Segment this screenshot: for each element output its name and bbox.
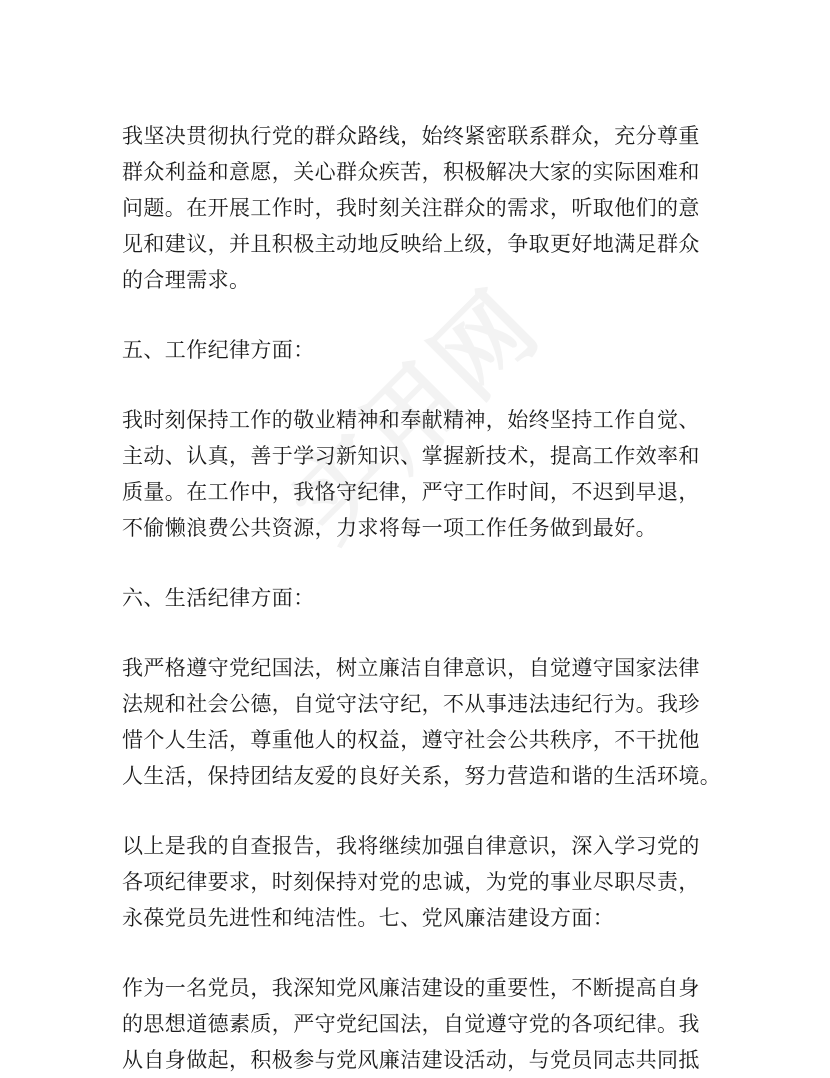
- text-line: 各项纪律要求，时刻保持对党的忠诚，为党的事业尽职尽责，: [122, 870, 700, 894]
- text-line: 质量。在工作中，我恪守纪律，严守工作时间，不迟到早退，: [122, 480, 700, 504]
- paragraph-gap: [122, 546, 722, 580]
- paragraph: [122, 828, 722, 936]
- text-line: 惜个人生活，尊重他人的权益，遵守社会公共秩序，不干扰他: [122, 728, 700, 752]
- paragraph: [122, 402, 722, 546]
- document-body: [122, 118, 722, 1078]
- paragraph-gap: [122, 794, 722, 828]
- paragraph: [122, 118, 722, 298]
- text-line: 五、工作纪律方面：: [122, 338, 315, 362]
- paragraph: [122, 970, 722, 1078]
- text-line: 永葆党员先进性和纯洁性。七、党风廉洁建设方面：: [122, 906, 615, 930]
- text-line: 我严格遵守党纪国法，树立廉洁自律意识，自觉遵守国家法律: [122, 656, 700, 680]
- text-line: 群众利益和意愿，关心群众疾苦，积极解决大家的实际困难和: [122, 160, 700, 184]
- text-line: 主动、认真，善于学习新知识、掌握新技术，提高工作效率和: [122, 444, 700, 468]
- section-heading: [122, 580, 722, 616]
- text-line: 人生活，保持团结友爱的良好关系，努力营造和谐的生活环境。: [122, 764, 722, 788]
- text-line: 作为一名党员，我深知党风廉洁建设的重要性，不断提高自身: [122, 976, 700, 1000]
- text-line: 我坚决贯彻执行党的群众路线，始终紧密联系群众，充分尊重: [122, 124, 700, 148]
- paragraph-gap: [122, 616, 722, 650]
- text-line: 不偷懒浪费公共资源，力求将每一项工作任务做到最好。: [122, 516, 657, 540]
- paragraph: [122, 650, 722, 794]
- paragraph-gap: [122, 368, 722, 402]
- text-line: 从自身做起，积极参与党风廉洁建设活动，与党员同志共同抵: [122, 1048, 700, 1072]
- section-heading: [122, 332, 722, 368]
- text-line: 六、生活纪律方面：: [122, 586, 315, 610]
- paragraph-gap: [122, 936, 722, 970]
- paragraph-gap: [122, 298, 722, 332]
- text-line: 的合理需求。: [122, 268, 251, 292]
- text-line: 法规和社会公德，自觉守法守纪，不从事违法违纪行为。我珍: [122, 692, 700, 716]
- text-line: 以上是我的自查报告，我将继续加强自律意识，深入学习党的: [122, 834, 700, 858]
- text-line: 我时刻保持工作的敬业精神和奉献精神，始终坚持工作自觉、: [122, 408, 700, 432]
- text-line: 的思想道德素质，严守党纪国法，自觉遵守党的各项纪律。我: [122, 1012, 700, 1036]
- text-line: 问题。在开展工作时，我时刻关注群众的需求，听取他们的意: [122, 196, 700, 220]
- text-line: 见和建议，并且积极主动地反映给上级，争取更好地满足群众: [122, 232, 700, 256]
